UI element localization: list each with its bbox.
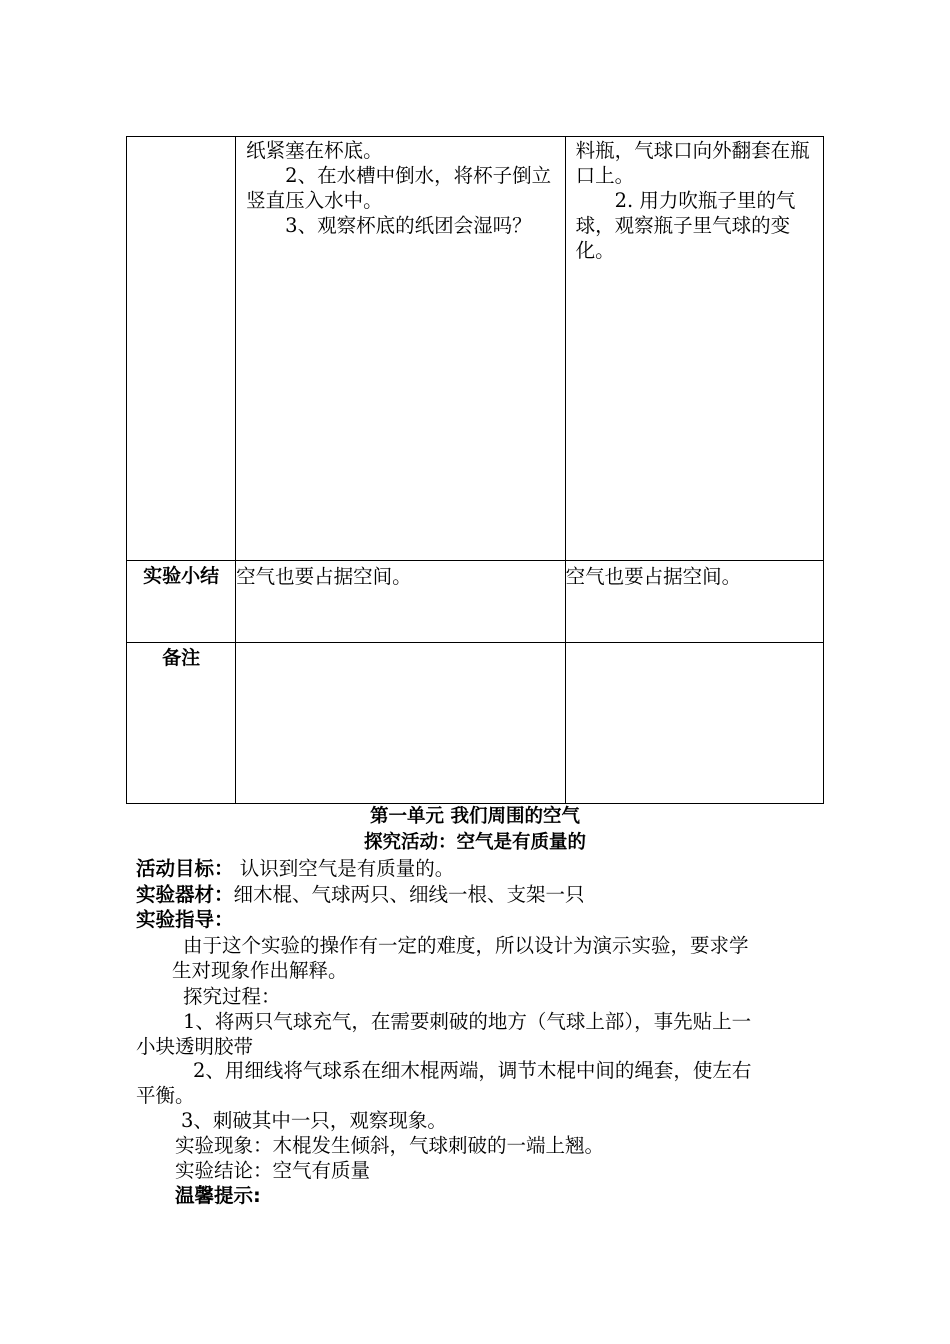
guide-label: 实验指导： [136, 908, 234, 931]
procedure-right-step2: 2. 用力吹瓶子里的气球，观察瓶子里气球的变化。 [575, 189, 796, 262]
notes-row [127, 643, 824, 804]
procedure-right-line: 料瓶，气球口向外翻套在瓶口上。 [575, 139, 810, 187]
procedure-left-line: 纸紧塞在杯底。 [246, 139, 383, 162]
goal-label: 活动目标： [136, 857, 234, 880]
step3-line: 3、刺破其中一只，观察现象。 [181, 1109, 447, 1132]
step2-line-1: 2、用细线将气球系在细木棍两端，调节木棍中间的绳套，使左右 [193, 1059, 752, 1082]
guide-line-2: 生对现象作出解释。 [172, 959, 348, 982]
experiment-table [126, 136, 824, 804]
materials-label: 实验器材： [136, 883, 234, 906]
step1-line-2: 小块透明胶带 [136, 1035, 254, 1058]
conclusion-line: 实验结论：空气有质量 [175, 1159, 371, 1182]
label-cell-empty [127, 137, 236, 561]
notes-right [565, 643, 823, 804]
notes-label: 备注 [127, 643, 236, 804]
procedure-left-step3: 3、观察杯底的纸团会湿吗？ [285, 214, 532, 237]
summary-label: 实验小结 [127, 561, 236, 643]
step2-line-2: 平衡。 [136, 1084, 195, 1107]
goal-line [136, 856, 454, 881]
procedure-cell-left [236, 137, 565, 561]
procedure-left-step2: 2、在水槽中倒水，将杯子倒立竖直压入水中。 [246, 164, 552, 212]
unit-title: 第一单元 我们周围的空气 [370, 806, 580, 827]
step1-line-1: 1、将两只气球充气，在需要刺破的地方（气球上部），事先贴上一 [183, 1010, 752, 1033]
activity-title: 探究活动：空气是有质量的 [363, 832, 586, 853]
goal-text: 认识到空气是有质量的。 [233, 857, 455, 880]
summary-row [127, 561, 824, 643]
materials-line [136, 882, 585, 907]
procedure-row [127, 137, 824, 561]
materials-text: 细木棍、气球两只、细线一根、支架一只 [233, 883, 585, 906]
phenomenon-line: 实验现象：木棍发生倾斜，气球刺破的一端上翘。 [175, 1134, 605, 1157]
tips-label: 温馨提示: [175, 1184, 261, 1207]
summary-left: 空气也要占据空间。 [236, 561, 565, 643]
guide-line-1: 由于这个实验的操作有一定的难度，所以设计为演示实验，要求学 [183, 934, 749, 957]
notes-left [236, 643, 565, 804]
procedure-cell-right [565, 137, 823, 561]
summary-right: 空气也要占据空间。 [565, 561, 823, 643]
process-label: 探究过程： [183, 985, 281, 1008]
